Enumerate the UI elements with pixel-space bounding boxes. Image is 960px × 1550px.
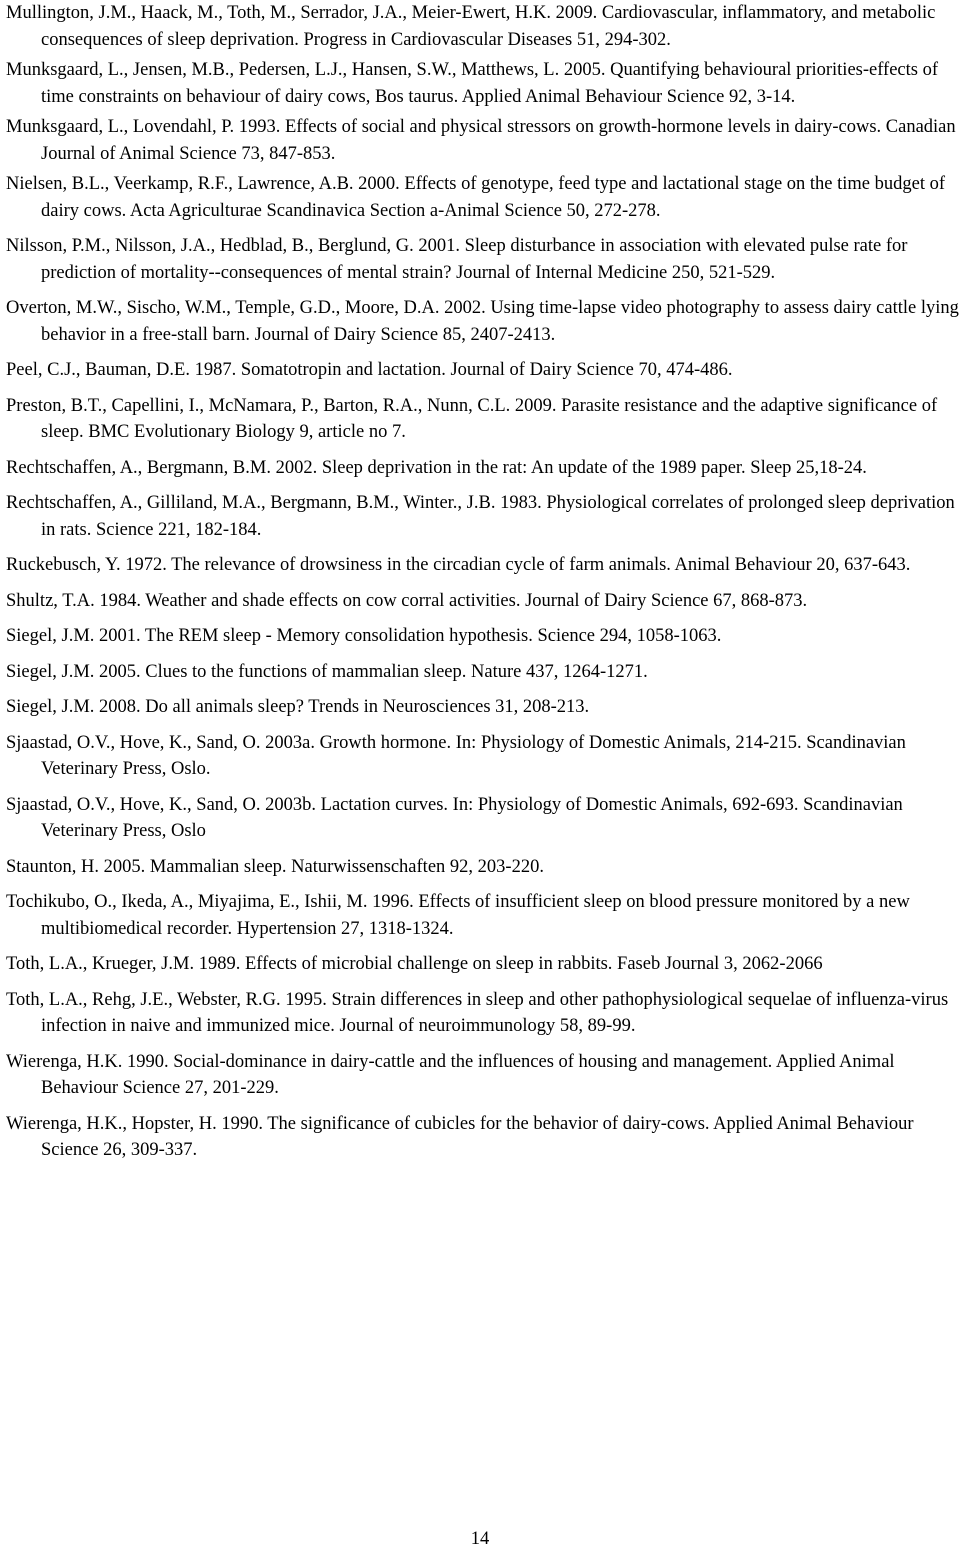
reference-entry: Shultz, T.A. 1984. Weather and shade effects on cow corral activities. Journal of Dairy Science 67, 868-873. [6,590,808,611]
reference-entry: Sjaastad, O.V., Hove, K., Sand, O. 2003b. Lactation curves. In: Physiology of Domestic Animals, 692-693. Scandinavian Veterinary Press, Oslo [6,794,903,841]
reference-entry: Nilsson, P.M., Nilsson, J.A., Hedblad, B., Berglund, G. 2001. Sleep disturbance in association with elevated pulse rate for prediction of mortality--consequences of mental strain? Journal of Internal Medicine 250, 521-529. [6,236,908,283]
reference-entry: Sjaastad, O.V., Hove, K., Sand, O. 2003a. Growth hormone. In: Physiology of Domestic Animals, 214-215. Scandinavian Veterinary Press, Oslo. [6,732,906,779]
reference-entry: Wierenga, H.K. 1990. Social-dominance in dairy-cattle and the influences of housing and management. Applied Animal Behaviour Science 27, 201-229. [6,1051,895,1098]
reference-entry: Preston, B.T., Capellini, I., McNamara, P., Barton, R.A., Nunn, C.L. 2009. Parasite resistance and the adaptive significance of sleep. BMC Evolutionary Biology 9, article no 7. [6,395,938,442]
reference-entry: Overton, M.W., Sischo, W.M., Temple, G.D., Moore, D.A. 2002. Using time-lapse video photography to assess dairy cattle lying behavior in a free-stall barn. Journal of Dairy Science 85, 2407-2413. [6,298,959,345]
reference-entry: Rechtschaffen, A., Bergmann, B.M. 2002. Sleep deprivation in the rat: An update of the 1989 paper. Sleep 25,18-24. [6,457,867,478]
reference-entry: Ruckebusch, Y. 1972. The relevance of drowsiness in the circadian cycle of farm animals. Animal Behaviour 20, 637-643. [6,555,911,575]
reference-entry: Peel, C.J., Bauman, D.E. 1987. Somatotropin and lactation. Journal of Dairy Science 70, 474-486. [6,360,733,380]
reference-entry: Rechtschaffen, A., Gilliland, M.A., Bergmann, B.M., Winter., J.B. 1983. Physiological correlates of prolonged sleep deprivation in rats. Science 221, 182-184. [6,493,955,540]
page-number: 14 [470,1529,490,1549]
reference-entry: Mullington, J.M., Haack, M., Toth, M., Serrador, J.A., Meier-Ewert, H.K. 2009. Cardiovascular, inflammatory, and metabolic consequences of sleep deprivation. Progress in Cardiovascular Diseases 51, 294-302. [6,3,936,50]
reference-entry: Toth, L.A., Rehg, J.E., Webster, R.G. 1995. Strain differences in sleep and other pathophysiological sequelae of influenza-virus infection in naive and immunized mice. Journal of neuroimmunology 58, 89-99. [6,989,949,1036]
reference-entry: Tochikubo, O., Ikeda, A., Miyajima, E., Ishii, M. 1996. Effects of insufficient sleep on blood pressure monitored by a new multibiomedical recorder. Hypertension 27, 1318-1324. [6,892,910,939]
reference-entry: Siegel, J.M. 2005. Clues to the functions of mammalian sleep. Nature 437, 1264-1271. [6,661,648,682]
reference-entry: Wierenga, H.K., Hopster, H. 1990. The significance of cubicles for the behavior of dairy-cows. Applied Animal Behaviour Science 26, 309-337. [6,1113,914,1160]
reference-entry: Munksgaard, L., Jensen, M.B., Pedersen, L.J., Hansen, S.W., Matthews, L. 2005. Quantifying behavioural priorities-effects of time constraints on behaviour of dairy cows, Bos taurus. Applied Animal Behaviour Science 92, 3-14. [6,60,939,107]
reference-entry: Siegel, J.M. 2008. Do all animals sleep? Trends in Neurosciences 31, 208-213. [6,697,590,717]
reference-entry: Staunton, H. 2005. Mammalian sleep. Naturwissenschaften 92, 203-220. [6,856,544,877]
reference-list [6,0,960,1164]
reference-entry: Toth, L.A., Krueger, J.M. 1989. Effects of microbial challenge on sleep in rabbits. Faseb Journal 3, 2062-2066 [6,954,823,974]
reference-entry: Siegel, J.M. 2001. The REM sleep - Memory consolidation hypothesis. Science 294, 1058-1063. [6,626,722,646]
reference-entry: Nielsen, B.L., Veerkamp, R.F., Lawrence, A.B. 2000. Effects of genotype, feed type and lactational stage on the time budget of dairy cows. Acta Agriculturae Scandinavica Section a-Animal Science 50, 272-278. [6,174,946,221]
reference-entry: Munksgaard, L., Lovendahl, P. 1993. Effects of social and physical stressors on growth-hormone levels in dairy-cows. Canadian Journal of Animal Science 73, 847-853. [6,117,956,164]
